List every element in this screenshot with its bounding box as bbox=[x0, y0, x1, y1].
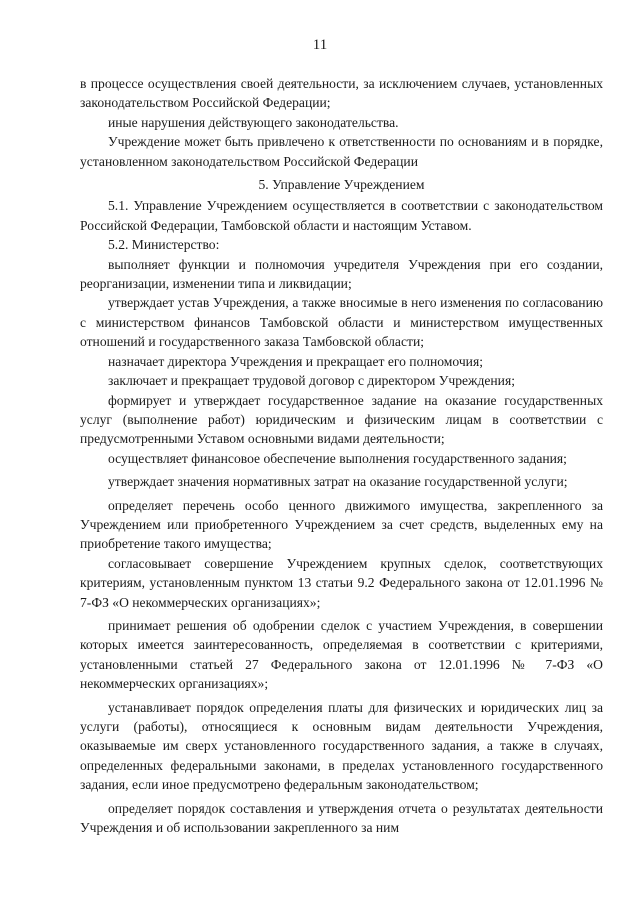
paragraph: формирует и утверждает государственное задание на оказание государственных услуг (выполнение работ) юридическим и физическим лицам в соответствии с предусмотренными Уставом основными видами деятельности; bbox=[80, 392, 603, 447]
paragraph: выполняет функции и полномочия учредителя Учреждения при его создании, реорганизации, изменении типа и ликвидации; bbox=[80, 256, 603, 292]
paragraph: иные нарушения действующего законодательства. bbox=[108, 114, 399, 130]
paragraph: в процессе осуществления своей деятельности, за исключением случаев, установленных законодательством Российской Федерации; bbox=[80, 76, 603, 111]
paragraph: определяет порядок составления и утверждения отчета о результатах деятельности Учреждения и об использовании закрепленного за ним bbox=[80, 800, 603, 836]
paragraph: 5.2. Министерство: bbox=[108, 237, 220, 253]
paragraph: 5.1. Управление Учреждением осуществляется в соответствии с законодательством Российской Федерации, Тамбовской области и настоящим Уставом. bbox=[80, 198, 603, 233]
paragraph: осуществляет финансовое обеспечение выполнения государственного задания; bbox=[108, 450, 567, 466]
document-body bbox=[80, 74, 603, 837]
page-number: 11 bbox=[312, 37, 328, 53]
paragraph: утверждает значения нормативных затрат на оказание государственной услуги; bbox=[108, 474, 568, 490]
paragraph: определяет перечень особо ценного движимого имущества, закрепленного за Учреждением или приобретенного Учреждением за счет средств, выделенных ему на приобретение такого имущества; bbox=[80, 497, 603, 552]
paragraph: заключает и прекращает трудовой договор с директором Учреждения; bbox=[108, 373, 515, 389]
paragraph: принимает решения об одобрении сделок с участием Учреждения, в совершении которых имеется заинтересованность, определяемая в соответствии с критериями, установленными статьей 27 Федерального закона от 12.01.1996 № 7-ФЗ «О некоммерческих организациях»; bbox=[80, 617, 603, 692]
paragraph: назначает директора Учреждения и прекращает его полномочия; bbox=[108, 353, 483, 369]
paragraph: устанавливает порядок определения платы для физических и юридических лиц за услуги (работы), относящиеся к основным видам деятельности Учреждения, оказываемые им сверх установленного государственного задания, а также в случаях, определенных федеральными законами, в пределах установленного государственного задания, если иное предусмотрено федеральным законодательством; bbox=[80, 699, 603, 793]
paragraph: утверждает устав Учреждения, а также вносимые в него изменения по согласованию с министерством финансов Тамбовской области и министерством имущественных отношений и государственного заказа Тамбовской области; bbox=[80, 295, 603, 350]
paragraph: согласовывает совершение Учреждением крупных сделок, соответствующих критериям, установленным пунктом 13 статьи 9.2 Федерального закона от 12.01.1996 № 7-ФЗ «О некоммерческих организациях»; bbox=[80, 555, 603, 610]
section-heading: 5. Управление Учреждением bbox=[258, 177, 425, 193]
paragraph: Учреждение может быть привлечено к ответственности по основаниям и в порядке, установленном законодательством Российской Федерации bbox=[80, 134, 603, 169]
